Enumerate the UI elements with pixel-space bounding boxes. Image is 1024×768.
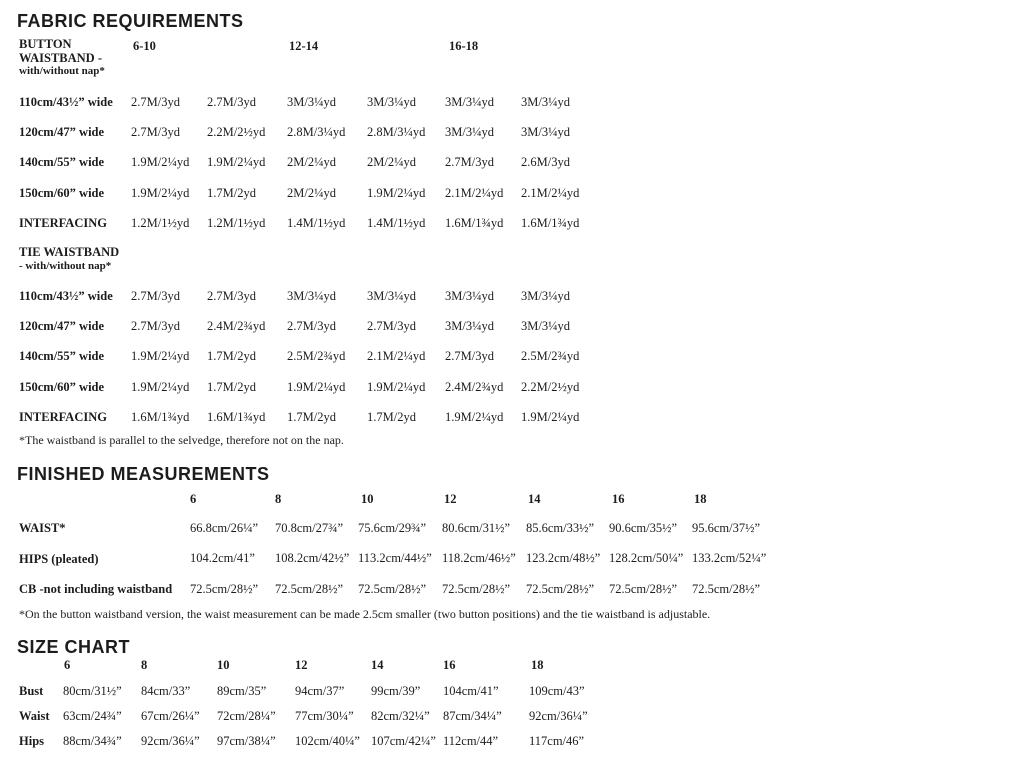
table-cell: 84cm/33”	[141, 684, 191, 698]
finished-measurements-heading: FINISHED MEASUREMENTS	[17, 464, 270, 484]
table-cell: 82cm/32¼”	[371, 709, 430, 723]
waist-adjustment-note: *On the button waistband version, the waist measurement can be made 2.5cm smaller (two button positions) and the tie waistband is adjustable.	[19, 607, 711, 621]
table-cell: 3M/3¼yd	[445, 289, 494, 303]
table-cell: 104.2cm/41”	[190, 551, 255, 565]
table-cell: 2.8M/3¼yd	[367, 125, 426, 139]
size-header: 8	[141, 658, 148, 672]
table-cell: 80.6cm/31½”	[442, 521, 511, 535]
size-header: 14	[371, 658, 384, 672]
table-cell: 123.2cm/48½”	[526, 551, 601, 565]
table-cell: 3M/3¼yd	[287, 289, 336, 303]
table-cell: 3M/3¼yd	[521, 95, 570, 109]
table-cell: 72.5cm/28½”	[526, 582, 595, 596]
body-measurement-label: Waist	[19, 709, 50, 723]
table-cell: 87cm/34¼”	[443, 709, 502, 723]
table-cell: 99cm/39”	[371, 684, 421, 698]
table-cell: 2.7M/3yd	[445, 155, 494, 169]
size-header: 10	[217, 658, 230, 672]
table-cell: 109cm/43”	[529, 684, 585, 698]
table-cell: 1.7M/2yd	[207, 380, 256, 394]
size-header: 12	[444, 492, 457, 506]
table-cell: 1.2M/1½yd	[131, 216, 190, 230]
table-cell: 89cm/35”	[217, 684, 267, 698]
table-cell: 1.4M/1½yd	[367, 216, 426, 230]
table-cell: 3M/3¼yd	[521, 289, 570, 303]
table-cell: 108.2cm/42½”	[275, 551, 350, 565]
table-cell: 75.6cm/29¾”	[358, 521, 427, 535]
table-cell: 1.7M/2yd	[207, 349, 256, 363]
measurement-label: WAIST*	[19, 521, 66, 535]
table-cell: 1.6M/1¾yd	[521, 216, 580, 230]
table-cell: 1.9M/2¼yd	[367, 380, 426, 394]
fabric-requirements-heading: FABRIC REQUIREMENTS	[17, 11, 244, 31]
button-waistband-title: BUTTON	[19, 37, 72, 51]
size-range-header: 12-14	[289, 39, 319, 53]
table-cell: 1.9M/2¼yd	[367, 186, 426, 200]
fabric-width-label: 120cm/47” wide	[19, 125, 105, 139]
table-cell: 1.4M/1½yd	[287, 216, 346, 230]
table-cell: 1.9M/2¼yd	[131, 186, 190, 200]
table-cell: 2.7M/3yd	[131, 289, 180, 303]
table-cell: 94cm/37”	[295, 684, 345, 698]
button-waistband-subtitle: with/without nap*	[19, 65, 105, 77]
table-cell: 3M/3¼yd	[367, 289, 416, 303]
table-cell: 2.7M/3yd	[131, 125, 180, 139]
measurement-label: HIPS (pleated)	[19, 552, 99, 566]
size-range-header: 16-18	[449, 39, 479, 53]
table-cell: 2.7M/3yd	[445, 349, 494, 363]
interfacing-label: INTERFACING	[19, 216, 107, 230]
table-cell: 1.9M/2¼yd	[131, 380, 190, 394]
table-cell: 1.9M/2¼yd	[521, 410, 580, 424]
table-cell: 3M/3¼yd	[367, 95, 416, 109]
table-cell: 1.7M/2yd	[207, 186, 256, 200]
table-cell: 2.1M/2¼yd	[521, 186, 580, 200]
table-cell: 2.6M/3yd	[521, 155, 570, 169]
table-cell: 3M/3¼yd	[445, 319, 494, 333]
table-cell: 92cm/36¼”	[529, 709, 588, 723]
table-cell: 63cm/24¾”	[63, 709, 122, 723]
body-measurement-label: Bust	[19, 684, 44, 698]
body-measurement-label: Hips	[19, 734, 45, 748]
table-cell: 107cm/42¼”	[371, 734, 436, 748]
table-cell: 133.2cm/52¼”	[692, 551, 767, 565]
table-cell: 1.6M/1¾yd	[445, 216, 504, 230]
table-cell: 102cm/40¼”	[295, 734, 360, 748]
size-range-header: 6-10	[133, 39, 156, 53]
table-cell: 1.9M/2¼yd	[287, 380, 346, 394]
tie-waistband-title: TIE WAISTBAND	[19, 245, 120, 259]
table-cell: 3M/3¼yd	[445, 95, 494, 109]
table-cell: 3M/3¼yd	[287, 95, 336, 109]
size-header: 10	[361, 492, 374, 506]
waistband-nap-note: *The waistband is parallel to the selvedge, therefore not on the nap.	[19, 433, 344, 447]
size-header: 12	[295, 658, 308, 672]
fabric-width-label: 140cm/55” wide	[19, 155, 105, 169]
table-cell: 80cm/31½”	[63, 684, 122, 698]
table-cell: 2.4M/2¾yd	[207, 319, 266, 333]
table-cell: 1.6M/1¾yd	[131, 410, 190, 424]
table-cell: 1.9M/2¼yd	[207, 155, 266, 169]
table-cell: 1.2M/1½yd	[207, 216, 266, 230]
table-cell: 2M/2¼yd	[287, 155, 336, 169]
size-header: 16	[443, 658, 456, 672]
size-header: 8	[275, 492, 282, 506]
table-cell: 2.2M/2½yd	[207, 125, 266, 139]
button-waistband-title-line2: WAISTBAND -	[19, 51, 103, 65]
table-cell: 1.9M/2¼yd	[131, 349, 190, 363]
table-cell: 66.8cm/26¼”	[190, 521, 259, 535]
table-cell: 2.7M/3yd	[367, 319, 416, 333]
table-cell: 72cm/28¼”	[217, 709, 276, 723]
table-cell: 1.9M/2¼yd	[131, 155, 190, 169]
table-cell: 97cm/38¼”	[217, 734, 276, 748]
table-cell: 1.9M/2¼yd	[445, 410, 504, 424]
table-cell: 72.5cm/28½”	[692, 582, 761, 596]
table-cell: 1.6M/1¾yd	[207, 410, 266, 424]
table-cell: 92cm/36¼”	[141, 734, 200, 748]
table-cell: 88cm/34¾”	[63, 734, 122, 748]
table-cell: 2.7M/3yd	[287, 319, 336, 333]
table-cell: 3M/3¼yd	[521, 319, 570, 333]
table-cell: 2.1M/2¼yd	[445, 186, 504, 200]
size-header: 6	[190, 492, 197, 506]
fabric-width-label: 140cm/55” wide	[19, 349, 105, 363]
table-cell: 67cm/26¼”	[141, 709, 200, 723]
table-cell: 118.2cm/46½”	[442, 551, 516, 565]
size-header: 6	[64, 658, 71, 672]
size-chart-heading: SIZE CHART	[17, 637, 130, 657]
table-cell: 117cm/46”	[529, 734, 585, 748]
size-header: 18	[531, 658, 544, 672]
tie-waistband-subtitle: - with/without nap*	[19, 260, 112, 272]
table-cell: 1.7M/2yd	[287, 410, 336, 424]
table-cell: 1.7M/2yd	[367, 410, 416, 424]
table-cell: 2.5M/2¾yd	[287, 349, 346, 363]
table-cell: 70.8cm/27¾”	[275, 521, 344, 535]
table-cell: 2.2M/2½yd	[521, 380, 580, 394]
table-cell: 2.5M/2¾yd	[521, 349, 580, 363]
table-cell: 90.6cm/35½”	[609, 521, 678, 535]
table-cell: 72.5cm/28½”	[358, 582, 427, 596]
table-cell: 2.4M/2¾yd	[445, 380, 504, 394]
table-cell: 72.5cm/28½”	[609, 582, 678, 596]
table-cell: 3M/3¼yd	[445, 125, 494, 139]
table-cell: 112cm/44”	[443, 734, 499, 748]
table-cell: 2.7M/3yd	[131, 319, 180, 333]
table-cell: 3M/3¼yd	[521, 125, 570, 139]
table-cell: 72.5cm/28½”	[190, 582, 259, 596]
table-cell: 2M/2¼yd	[367, 155, 416, 169]
table-cell: 113.2cm/44½”	[358, 551, 432, 565]
measurement-label: CB -not including waistband	[19, 582, 173, 596]
table-cell: 104cm/41”	[443, 684, 499, 698]
table-cell: 2M/2¼yd	[287, 186, 336, 200]
table-cell: 128.2cm/50¼”	[609, 551, 684, 565]
fabric-width-label: 150cm/60” wide	[19, 186, 105, 200]
table-cell: 2.8M/3¼yd	[287, 125, 346, 139]
interfacing-label: INTERFACING	[19, 410, 107, 424]
table-cell: 2.7M/3yd	[131, 95, 180, 109]
table-cell: 2.1M/2¼yd	[367, 349, 426, 363]
table-cell: 2.7M/3yd	[207, 289, 256, 303]
table-cell: 95.6cm/37½”	[692, 521, 761, 535]
fabric-width-label: 110cm/43½” wide	[19, 289, 113, 303]
table-cell: 77cm/30¼”	[295, 709, 354, 723]
size-header: 16	[612, 492, 625, 506]
table-cell: 72.5cm/28½”	[442, 582, 511, 596]
size-header: 14	[528, 492, 541, 506]
fabric-width-label: 120cm/47” wide	[19, 319, 105, 333]
fabric-width-label: 110cm/43½” wide	[19, 95, 113, 109]
table-cell: 85.6cm/33½”	[526, 521, 595, 535]
fabric-width-label: 150cm/60” wide	[19, 380, 105, 394]
table-cell: 2.7M/3yd	[207, 95, 256, 109]
size-header: 18	[694, 492, 707, 506]
table-cell: 72.5cm/28½”	[275, 582, 344, 596]
